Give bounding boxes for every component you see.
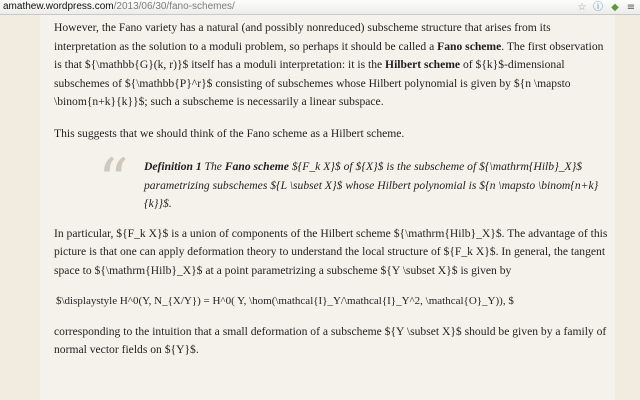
- definition-term: Fano scheme: [224, 160, 289, 173]
- scrollbar[interactable]: [634, 15, 640, 400]
- text-run: The: [201, 160, 225, 173]
- paragraph-fano-intro: [54, 19, 610, 112]
- menu-icon[interactable]: ≡: [626, 2, 636, 13]
- term-hilbert-scheme: Hilbert scheme: [385, 58, 461, 71]
- star-icon[interactable]: ☆: [577, 2, 587, 13]
- url-text[interactable]: [3, 1, 235, 13]
- display-equation: $\displaystyle H^0(Y, N_{X/Y}) = H^0( Y, \hom(\mathcal{I}_Y/\mathcal{I}_Y^2, \mathcal{O}_Y)), $: [56, 295, 514, 307]
- article-content: [54, 19, 610, 372]
- definition-label: Definition 1: [144, 160, 202, 173]
- quote-mark-icon: “: [98, 146, 129, 216]
- extension-icon[interactable]: ◆: [611, 2, 619, 13]
- url-host: amathew.wordpress.com: [3, 1, 114, 12]
- text-run: ${F_k X}$ of ${X}$ is the subscheme of ${\mathrm{Hilb}_X}$ parametrizing subschemes ${L \subset X}$ whose Hilbert polynomial is ${n \mapsto \binom{n+k}{k}}$.: [144, 160, 599, 210]
- url-path: /2013/06/30/fano-schemes/: [113, 1, 235, 12]
- term-fano-scheme: Fano scheme: [437, 39, 502, 53]
- paragraph-suggestion: This suggests that we should think of the Fano scheme as a Hilbert scheme.: [54, 126, 405, 140]
- address-bar[interactable]: [0, 0, 640, 15]
- paragraph-hilbert-components: In particular, ${F_k X}$ is a union of components of the Hilbert scheme ${\mathrm{Hilb}_X}$. The advantage of this picture is that one can apply deformation theory to understand the local structure of ${F_k X}$. In general, the tangent space to ${\mathrm{Hilb}_X}$ at a point parametrizing a subscheme ${Y \subset X}$ is given by: [54, 226, 608, 277]
- info-icon[interactable]: ⓘ: [593, 2, 603, 13]
- definition-blockquote: [54, 146, 610, 216]
- text-run: of ${k}$-dimensional subschemes of ${\mathbb{P}^r}$ consisting of subschemes whose Hilbert polynomial is given by ${n \mapsto \binom{n+k}{k}}$; such a subscheme is necessarily a linear subspace.: [54, 58, 571, 108]
- paragraph-intuition: corresponding to the intuition that a small deformation of a subscheme ${Y \subset X}$ should be given by a family of normal vector fields on ${Y}$.: [54, 324, 607, 356]
- text-run: . The first observation is that ${\mathbb{G}(k, r)}$ itself has a moduli interpretation: it is the: [54, 39, 604, 71]
- text-run: However, the Fano variety has a natural (and possibly nonreduced) subscheme structure that arises from its interpretation as the solution to a moduli problem, so perhaps it should be called a: [54, 21, 551, 53]
